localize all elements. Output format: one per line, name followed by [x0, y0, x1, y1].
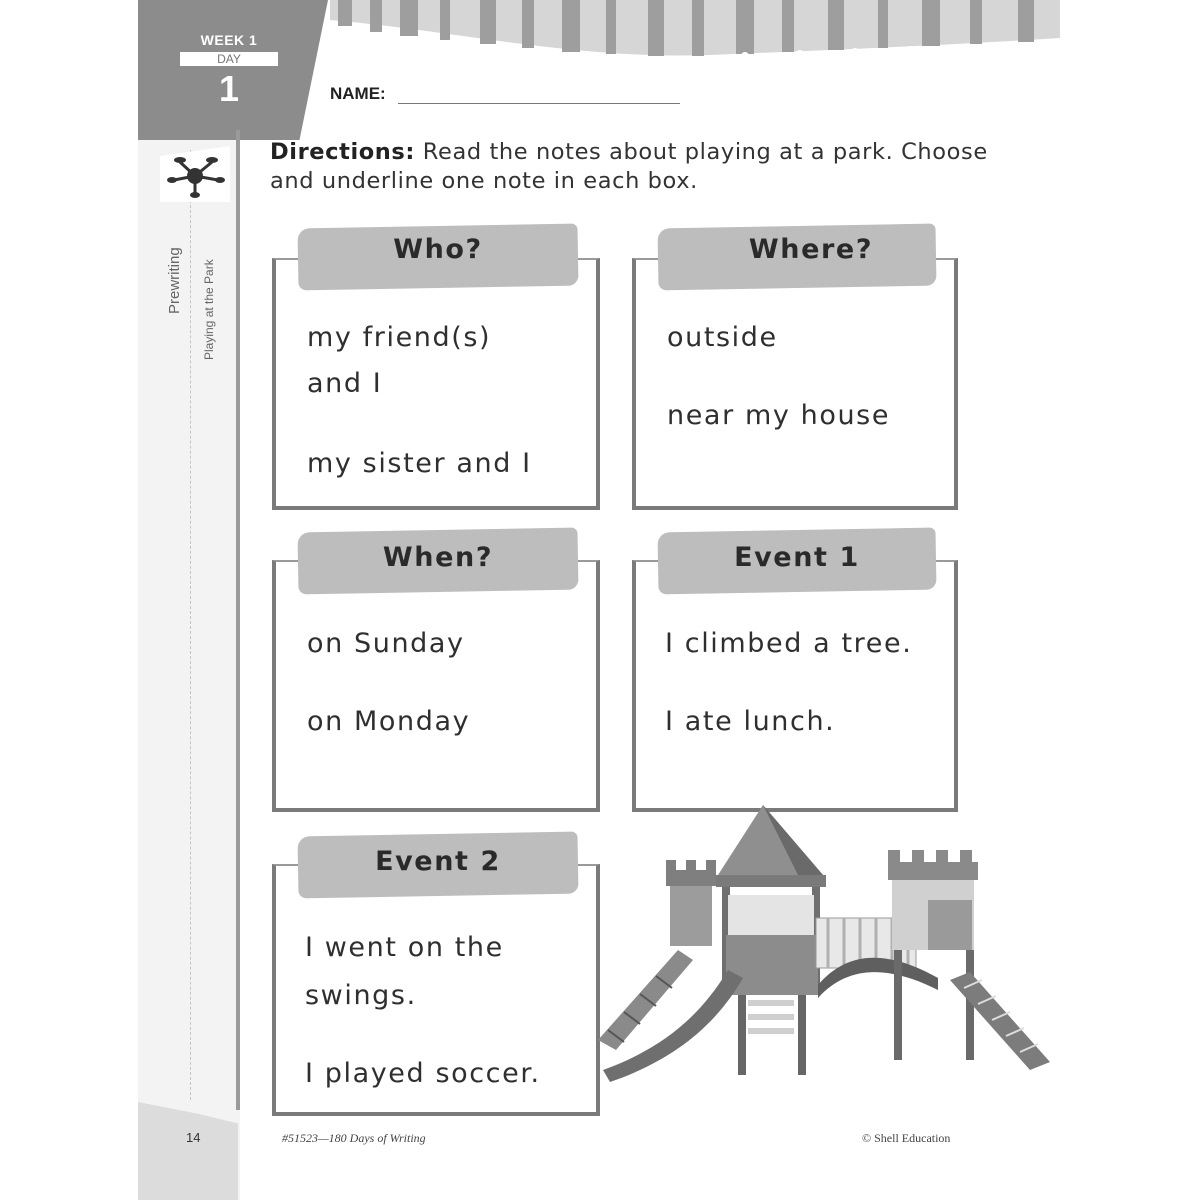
note-when-1[interactable]: on Sunday: [307, 628, 465, 659]
box-title-event-2: Event 2: [375, 846, 501, 877]
note-event-2-1[interactable]: I went on the: [305, 932, 504, 963]
sidebar-dotted-line: [190, 150, 191, 1100]
sidebar-rule: [236, 130, 240, 1110]
note-where-2[interactable]: near my house: [667, 400, 891, 431]
day-number: 1: [218, 68, 240, 109]
note-when-2[interactable]: on Monday: [307, 706, 471, 737]
day-label: DAY: [180, 52, 278, 66]
note-event-2-2[interactable]: swings.: [305, 980, 417, 1011]
box-title-where: Where?: [748, 234, 874, 265]
name-input-line[interactable]: [398, 103, 680, 104]
page-number: 14: [186, 1130, 201, 1145]
note-event-1-1[interactable]: I climbed a tree.: [665, 628, 913, 659]
note-where-1[interactable]: outside: [667, 322, 778, 353]
name-label: NAME:: [330, 84, 386, 103]
box-title-who: Who?: [393, 234, 483, 265]
sidebar-skill: Prewriting: [166, 247, 183, 314]
note-who-2[interactable]: and I: [307, 368, 383, 399]
note-box-when: [272, 560, 600, 812]
footer-copyright: © Shell Education: [862, 1131, 951, 1145]
note-box-where: [632, 258, 958, 510]
playground-illustration: [598, 800, 1052, 1082]
box-title-when: When?: [382, 542, 494, 573]
note-who-1[interactable]: my friend(s): [307, 322, 492, 353]
week-label: WEEK 1: [200, 32, 258, 48]
note-event-1-2[interactable]: I ate lunch.: [665, 706, 836, 737]
directions-lead: Directions:: [270, 139, 416, 165]
graphic-organizer-icon: [160, 146, 230, 202]
footer-book-title: #51523—180 Days of Writing: [282, 1131, 426, 1145]
box-title-event-1: Event 1: [734, 542, 860, 573]
directions-text: [270, 138, 990, 196]
directions-body: Read the notes about playing at a park. Choose and underline one note in each box.: [270, 139, 988, 194]
note-event-2-3[interactable]: I played soccer.: [305, 1058, 541, 1089]
tree-trunks-banner: [330, 0, 1060, 70]
note-who-3[interactable]: my sister and I: [307, 448, 532, 479]
sidebar-topic: Playing at the Park: [202, 259, 216, 360]
note-box-event-1: [632, 560, 958, 812]
